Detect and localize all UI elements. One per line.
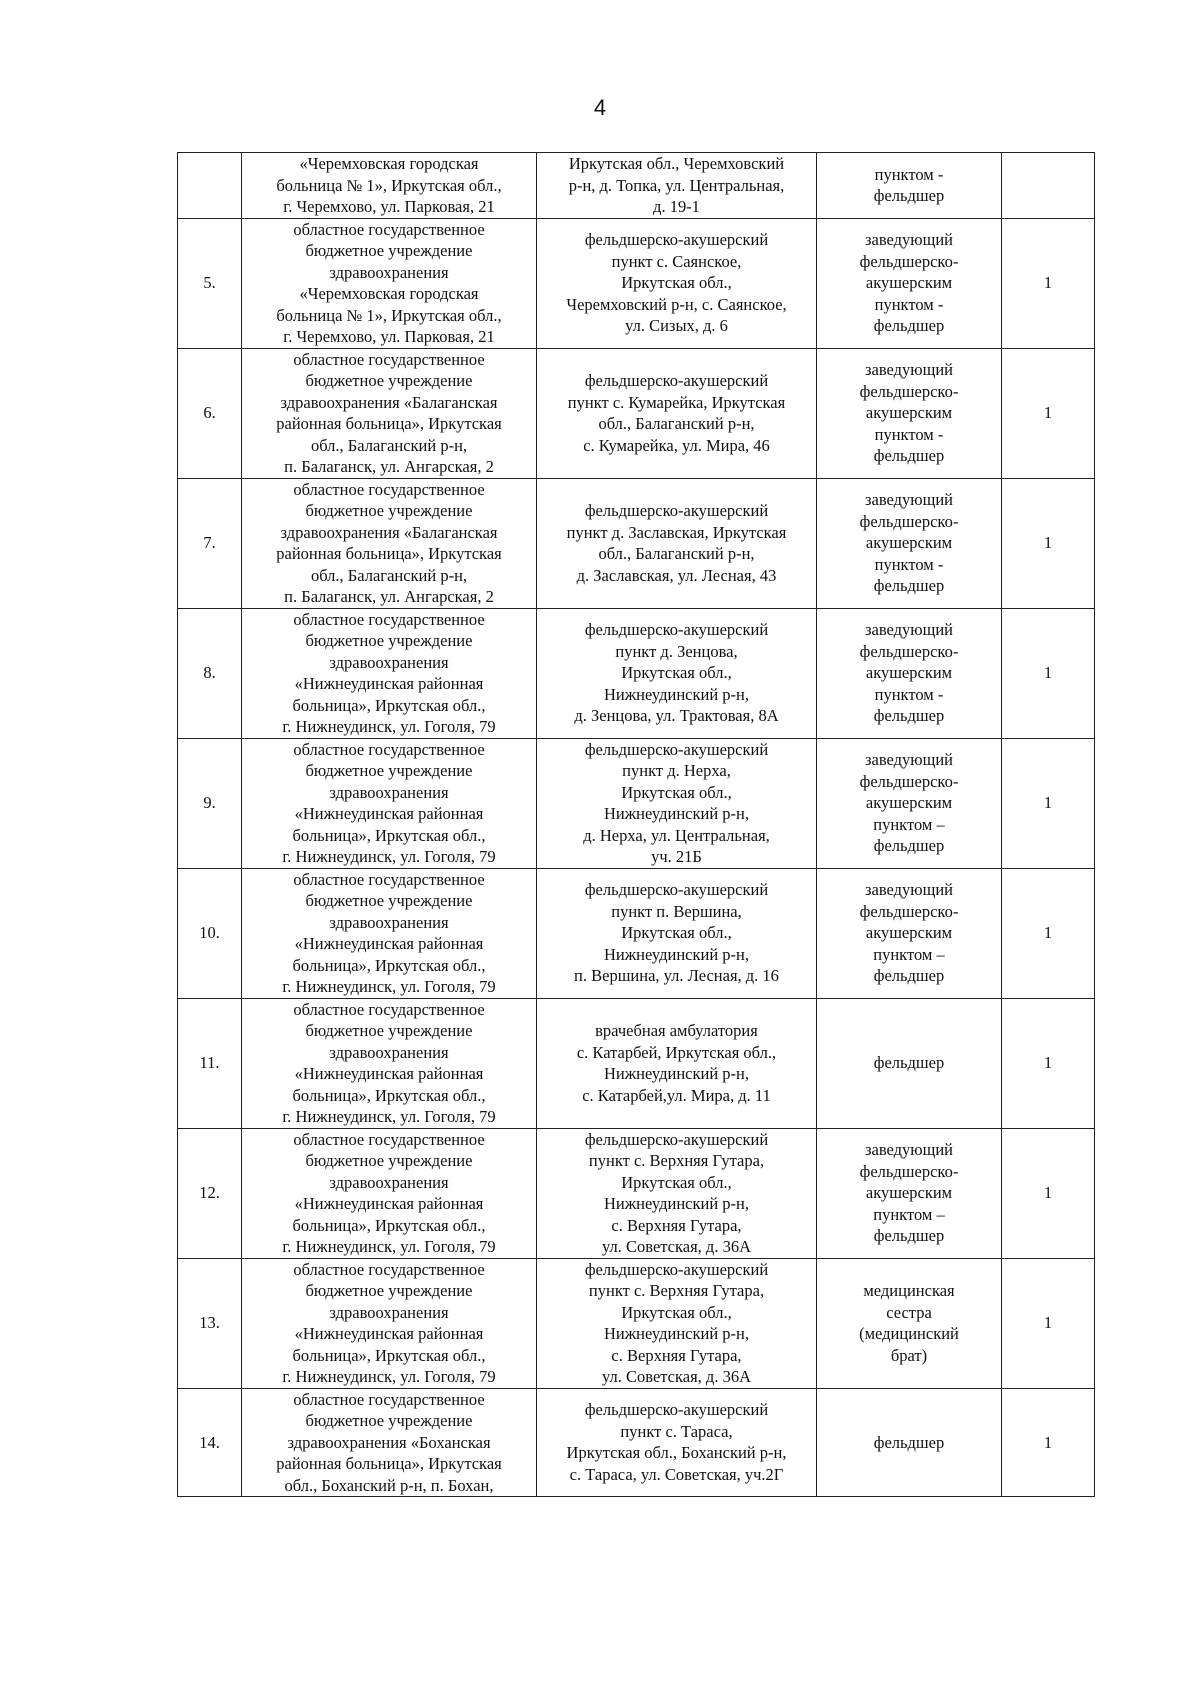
- table-row: [178, 998, 1095, 1128]
- cell-line: д. 19-1: [653, 197, 700, 216]
- cell-line: здравоохранения «Балаганская: [280, 392, 498, 412]
- cell-line: медицинская: [863, 1281, 955, 1300]
- cell-line: г. Нижнеудинск, ул. Гоголя, 79: [282, 717, 496, 736]
- cell-line: фельдшер: [873, 706, 945, 726]
- count-cell: 1: [1002, 478, 1095, 608]
- location-cell: [537, 998, 817, 1128]
- cell-line: Иркутская обл.,: [621, 782, 732, 802]
- position-cell: [817, 218, 1002, 348]
- cell-line: г. Черемхово, ул. Парковая, 21: [283, 327, 495, 346]
- cell-line: пункт с. Верхняя Гутара,: [588, 1151, 765, 1170]
- cell-line: бюджетное учреждение: [305, 1021, 473, 1040]
- cell-line: фельдшерско-акушерский: [584, 371, 769, 390]
- cell-line: с. Верхняя Гутара,: [611, 1215, 742, 1235]
- row-number-cell: 9.: [178, 738, 242, 868]
- cell-line: (медицинский: [859, 1324, 959, 1343]
- cell-line: акушерским: [865, 663, 953, 683]
- cell-line: с. Кумарейка, ул. Мира, 46: [583, 435, 770, 455]
- organization-cell: [242, 608, 537, 738]
- table-row: [178, 1388, 1095, 1497]
- location-cell: [537, 608, 817, 738]
- cell-line: фельдшерско-акушерский: [584, 1259, 769, 1279]
- cell-line: фельдшерско-: [859, 641, 959, 661]
- location-cell: [537, 868, 817, 998]
- cell-line: больница», Иркутская обл.,: [292, 1345, 486, 1365]
- location-cell: [537, 1258, 817, 1388]
- cell-line: Нижнеудинский р-н,: [604, 944, 749, 964]
- cell-line: фельдшер: [873, 316, 945, 336]
- cell-line: пункт д. Заславская, Иркутская: [566, 522, 787, 542]
- row-number-cell: 10.: [178, 868, 242, 998]
- cell-line: здравоохранения «Балаганская: [280, 522, 498, 542]
- count-cell: 1: [1002, 218, 1095, 348]
- organization-cell: [242, 868, 537, 998]
- table-row: [178, 738, 1095, 868]
- cell-line: бюджетное учреждение: [305, 371, 473, 390]
- cell-line: бюджетное учреждение: [305, 1151, 473, 1170]
- cell-line: фельдшерско-акушерский: [584, 1129, 769, 1149]
- position-cell: [817, 608, 1002, 738]
- cell-line: ул. Сизых, д. 6: [625, 316, 728, 336]
- cell-line: ул. Советская, д. 36А: [601, 1237, 751, 1256]
- row-number-cell: 11.: [178, 998, 242, 1128]
- table-row: [178, 153, 1095, 219]
- count-cell: 1: [1002, 348, 1095, 478]
- cell-line: Иркутская обл., Боханский р-н,: [566, 1443, 787, 1463]
- cell-line: с. Тараса, ул. Советская, уч.2Г: [569, 1464, 784, 1484]
- organization-cell: [242, 153, 537, 219]
- cell-line: г. Нижнеудинск, ул. Гоголя, 79: [282, 1237, 496, 1256]
- cell-line: «Нижнеудинская районная: [294, 674, 484, 693]
- cell-line: д. Заславская, ул. Лесная, 43: [576, 565, 777, 585]
- cell-line: акушерским: [865, 273, 953, 293]
- cell-line: уч. 21Б: [651, 847, 702, 866]
- count-cell: 1: [1002, 1128, 1095, 1258]
- cell-line: Иркутская обл.,: [621, 1302, 732, 1322]
- cell-line: пунктом –: [873, 944, 945, 964]
- cell-line: с. Катарбей, Иркутская обл.,: [576, 1042, 777, 1062]
- organization-cell: [242, 738, 537, 868]
- cell-line: обл., Боханский р-н, п. Бохан,: [284, 1475, 494, 1495]
- count-cell: 1: [1002, 868, 1095, 998]
- organization-cell: [242, 1258, 537, 1388]
- count-cell: [1002, 153, 1095, 219]
- cell-line: п. Балаганск, ул. Ангарская, 2: [284, 587, 494, 606]
- cell-line: п. Балаганск, ул. Ангарская, 2: [284, 457, 494, 476]
- cell-line: фельдшерско-: [859, 511, 959, 531]
- cell-line: Нижнеудинский р-н,: [604, 684, 749, 704]
- cell-line: фельдшерско-: [859, 1161, 959, 1181]
- cell-line: бюджетное учреждение: [305, 631, 473, 650]
- cell-line: фельдшер: [873, 186, 945, 206]
- cell-line: бюджетное учреждение: [305, 241, 473, 260]
- organization-cell: [242, 218, 537, 348]
- position-cell: [817, 1258, 1002, 1388]
- cell-line: областное государственное: [293, 869, 485, 889]
- cell-line: бюджетное учреждение: [305, 761, 473, 780]
- cell-line: пунктом -: [874, 424, 944, 444]
- cell-line: Иркутская обл., Черемховский: [568, 154, 785, 173]
- location-cell: [537, 348, 817, 478]
- cell-line: больница», Иркутская обл.,: [292, 1085, 486, 1105]
- row-number-cell: 6.: [178, 348, 242, 478]
- cell-line: пункт п. Вершина,: [611, 901, 742, 921]
- cell-line: акушерским: [865, 793, 953, 813]
- cell-line: областное государственное: [293, 739, 485, 759]
- cell-line: заведующий: [865, 620, 953, 640]
- table-row: [178, 218, 1095, 348]
- cell-line: фельдшерско-акушерский: [584, 739, 769, 759]
- cell-line: с. Катарбей,ул. Мира, д. 11: [582, 1085, 771, 1105]
- position-cell: [817, 348, 1002, 478]
- cell-line: Иркутская обл.,: [621, 273, 732, 293]
- count-cell: 1: [1002, 608, 1095, 738]
- row-number-cell: 8.: [178, 608, 242, 738]
- cell-line: пункт с. Верхняя Гутара,: [588, 1281, 765, 1300]
- cell-line: г. Нижнеудинск, ул. Гоголя, 79: [282, 847, 496, 866]
- organization-cell: [242, 998, 537, 1128]
- cell-line: фельдшер: [873, 1432, 945, 1452]
- cell-line: «Нижнеудинская районная: [294, 1194, 484, 1213]
- cell-line: фельдшерско-акушерский: [584, 880, 769, 900]
- row-number-cell: 12.: [178, 1128, 242, 1258]
- cell-line: обл., Балаганский р-н,: [598, 544, 755, 563]
- cell-line: пунктом -: [874, 164, 944, 184]
- cell-line: «Нижнеудинская районная: [294, 1064, 484, 1083]
- cell-line: здравоохранения: [329, 1302, 449, 1322]
- table-row: [178, 1128, 1095, 1258]
- cell-line: Нижнеудинский р-н,: [604, 1324, 749, 1343]
- cell-line: фельдшер: [873, 446, 945, 466]
- location-cell: [537, 153, 817, 219]
- cell-line: здравоохранения: [329, 652, 449, 672]
- position-cell: [817, 868, 1002, 998]
- cell-line: обл., Балаганский р-н,: [598, 414, 755, 433]
- location-cell: [537, 218, 817, 348]
- table-row: [178, 608, 1095, 738]
- cell-line: пункт д. Нерха,: [622, 761, 731, 780]
- cell-line: Иркутская обл.,: [621, 1172, 732, 1192]
- row-number-cell: 14.: [178, 1388, 242, 1497]
- cell-line: ул. Советская, д. 36А: [601, 1367, 751, 1386]
- cell-line: заведующий: [865, 1140, 953, 1160]
- table-body: [178, 153, 1095, 1497]
- cell-line: здравоохранения: [329, 912, 449, 932]
- cell-line: с. Верхняя Гутара,: [611, 1345, 742, 1365]
- cell-line: бюджетное учреждение: [305, 1411, 473, 1430]
- count-cell: 1: [1002, 738, 1095, 868]
- cell-line: Нижнеудинский р-н,: [604, 1194, 749, 1213]
- table-row: [178, 1258, 1095, 1388]
- cell-line: пункт с. Саянское,: [611, 251, 742, 271]
- cell-line: районная больница», Иркутская: [276, 1454, 502, 1473]
- organization-cell: [242, 348, 537, 478]
- cell-line: врачебная амбулатория: [595, 1021, 758, 1040]
- cell-line: акушерским: [865, 533, 953, 553]
- cell-line: больница», Иркутская обл.,: [292, 955, 486, 975]
- location-cell: [537, 738, 817, 868]
- row-number-cell: 7.: [178, 478, 242, 608]
- cell-line: больница», Иркутская обл.,: [292, 825, 486, 845]
- organization-cell: [242, 1128, 537, 1258]
- cell-line: пунктом –: [873, 1204, 945, 1224]
- cell-line: заведующий: [865, 360, 953, 380]
- position-cell: [817, 478, 1002, 608]
- count-cell: 1: [1002, 998, 1095, 1128]
- cell-line: больница № 1», Иркутская обл.,: [276, 305, 502, 325]
- cell-line: г. Нижнеудинск, ул. Гоголя, 79: [282, 1367, 496, 1386]
- cell-line: д. Нерха, ул. Центральная,: [583, 825, 770, 845]
- cell-line: акушерским: [865, 403, 953, 423]
- location-cell: [537, 1128, 817, 1258]
- cell-line: больница», Иркутская обл.,: [292, 1215, 486, 1235]
- cell-line: здравоохранения: [329, 782, 449, 802]
- cell-line: р-н, д. Топка, ул. Центральная,: [568, 175, 785, 195]
- cell-line: обл., Балаганский р-н,: [310, 565, 468, 585]
- cell-line: пунктом -: [874, 294, 944, 314]
- count-cell: 1: [1002, 1258, 1095, 1388]
- cell-line: пункт с. Тараса,: [620, 1421, 733, 1441]
- cell-line: Иркутская обл.,: [621, 923, 732, 943]
- cell-line: фельдшер: [873, 1226, 945, 1246]
- cell-line: Нижнеудинский р-н,: [604, 804, 749, 823]
- cell-line: областное государственное: [293, 219, 485, 239]
- cell-line: бюджетное учреждение: [305, 501, 473, 520]
- row-number-cell: 13.: [178, 1258, 242, 1388]
- cell-line: пункт д. Зенцова,: [615, 641, 738, 661]
- cell-line: фельдшерско-акушерский: [584, 1400, 769, 1420]
- cell-line: Черемховский р-н, с. Саянское,: [566, 294, 787, 314]
- cell-line: «Черемховская городская: [299, 154, 479, 173]
- cell-line: областное государственное: [293, 1389, 485, 1409]
- position-cell: [817, 738, 1002, 868]
- cell-line: фельдшер: [873, 576, 945, 596]
- cell-line: Иркутская обл.,: [621, 663, 732, 683]
- cell-line: здравоохранения «Боханская: [287, 1432, 491, 1452]
- cell-line: д. Зенцова, ул. Трактовая, 8А: [574, 706, 779, 726]
- cell-line: областное государственное: [293, 1129, 485, 1149]
- cell-line: «Нижнеудинская районная: [294, 1324, 484, 1343]
- cell-line: фельдшерско-: [859, 901, 959, 921]
- cell-line: заведующий: [865, 490, 953, 510]
- location-cell: [537, 1388, 817, 1497]
- cell-line: Нижнеудинский р-н,: [604, 1064, 749, 1083]
- cell-line: больница № 1», Иркутская обл.,: [276, 175, 502, 195]
- cell-line: заведующий: [865, 230, 953, 250]
- cell-line: заведующий: [865, 750, 953, 770]
- cell-line: областное государственное: [293, 349, 485, 369]
- table-row: [178, 868, 1095, 998]
- position-cell: [817, 153, 1002, 219]
- cell-line: пункт с. Кумарейка, Иркутская: [567, 392, 786, 412]
- cell-line: акушерским: [865, 923, 953, 943]
- cell-line: пунктом –: [873, 814, 945, 834]
- cell-line: фельдшер: [873, 966, 945, 986]
- cell-line: заведующий: [865, 880, 953, 900]
- cell-line: фельдшерско-акушерский: [584, 620, 769, 640]
- table-row: [178, 348, 1095, 478]
- organization-cell: [242, 478, 537, 608]
- cell-line: г. Нижнеудинск, ул. Гоголя, 79: [282, 977, 496, 996]
- cell-line: фельдшерско-: [859, 251, 959, 271]
- position-cell: [817, 1388, 1002, 1497]
- count-cell: 1: [1002, 1388, 1095, 1497]
- cell-line: пунктом -: [874, 684, 944, 704]
- cell-line: здравоохранения: [329, 1172, 449, 1192]
- cell-line: бюджетное учреждение: [305, 1281, 473, 1300]
- page-number: 4: [593, 95, 607, 120]
- cell-line: больница», Иркутская обл.,: [292, 695, 486, 715]
- cell-line: брат): [890, 1345, 928, 1365]
- vacancy-table: [177, 152, 1095, 1497]
- position-cell: [817, 998, 1002, 1128]
- cell-line: г. Нижнеудинск, ул. Гоголя, 79: [282, 1107, 496, 1126]
- cell-line: акушерским: [865, 1183, 953, 1203]
- cell-line: обл., Балаганский р-н,: [310, 435, 468, 455]
- cell-line: здравоохранения: [329, 1042, 449, 1062]
- cell-line: областное государственное: [293, 999, 485, 1019]
- cell-line: областное государственное: [293, 1259, 485, 1279]
- cell-line: фельдшер: [873, 1053, 945, 1073]
- cell-line: п. Вершина, ул. Лесная, д. 16: [574, 966, 779, 986]
- cell-line: фельдшерско-: [859, 381, 959, 401]
- position-cell: [817, 1128, 1002, 1258]
- organization-cell: [242, 1388, 537, 1497]
- cell-line: «Черемховская городская: [299, 284, 479, 303]
- cell-line: районная больница», Иркутская: [276, 544, 502, 563]
- cell-line: «Нижнеудинская районная: [294, 934, 484, 953]
- cell-line: фельдшер: [873, 836, 945, 856]
- table-row: [178, 478, 1095, 608]
- cell-line: сестра: [886, 1302, 932, 1322]
- cell-line: фельдшерско-акушерский: [584, 230, 769, 250]
- cell-line: районная больница», Иркутская: [276, 414, 502, 433]
- cell-line: областное государственное: [293, 609, 485, 629]
- cell-line: «Нижнеудинская районная: [294, 804, 484, 823]
- cell-line: здравоохранения: [329, 262, 449, 282]
- cell-line: фельдшерско-акушерский: [584, 501, 769, 520]
- row-number-cell: 5.: [178, 218, 242, 348]
- cell-line: пунктом -: [874, 554, 944, 574]
- cell-line: фельдшерско-: [859, 771, 959, 791]
- cell-line: г. Черемхово, ул. Парковая, 21: [283, 197, 495, 216]
- row-number-cell: [178, 153, 242, 219]
- cell-line: областное государственное: [293, 479, 485, 499]
- location-cell: [537, 478, 817, 608]
- cell-line: бюджетное учреждение: [305, 891, 473, 910]
